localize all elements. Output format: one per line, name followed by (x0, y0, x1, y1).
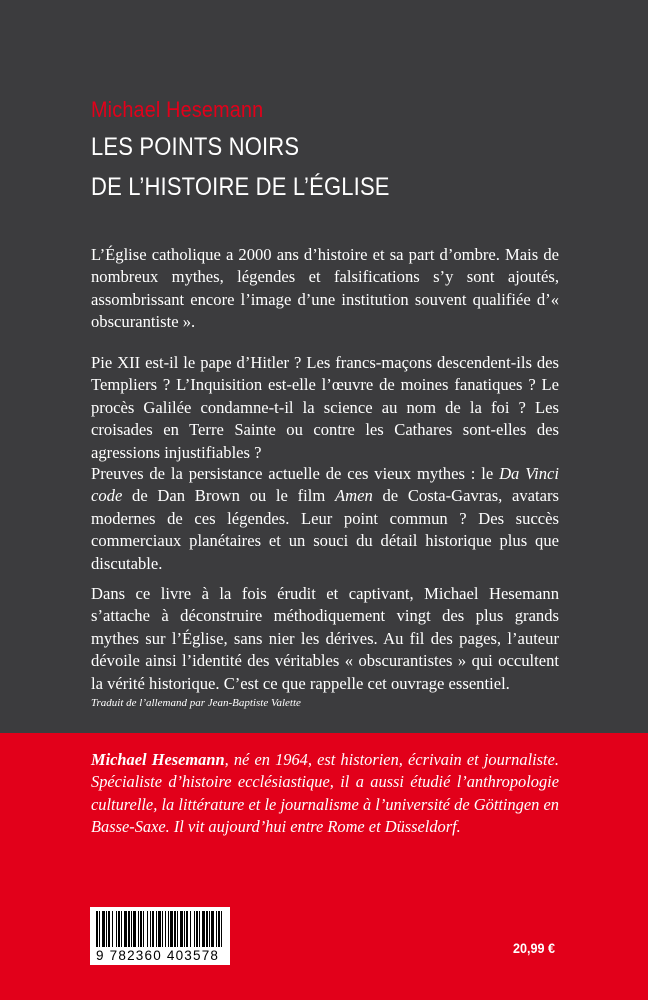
book-title-line-2: DE L’HISTOIRE DE L’ÉGLISE (91, 173, 390, 201)
book-title-line-1: LES POINTS NOIRS (91, 133, 300, 161)
blurb-text: Preuves de la persistance actuelle de ces vieux mythes : le (91, 464, 500, 483)
barcode (90, 907, 230, 965)
blurb-paragraph-3 (91, 463, 559, 575)
translator-credit: Traduit de l’allemand par Jean-Baptiste Valette (91, 697, 301, 709)
work-title-da-vinci-code: Da Vinci code (91, 464, 559, 506)
bio-text: , né en 1964, est historien, écrivain et journaliste. Spécialiste d’histoire ecclésiastique, il a aussi étudié l’anthropologie culturelle, la littérature et le journalisme à l’université de Göttingen en Basse-Saxe. Il vit aujourd’hui entre Rome et Düsseldorf. (91, 750, 559, 837)
blurb-text: de Costa-Gavras, avatars modernes de ces légendes. Leur point commun ? Des succès commerciaux planétaires et un souci du détail historique plus que discutable. (91, 486, 559, 573)
work-title-amen: Amen (334, 486, 373, 506)
blurb-paragraph-1: L’Église catholique a 2000 ans d’histoire et sa part d’ombre. Mais de nombreux mythes, légendes et falsifications s’y sont ajoutés, assombrissant encore l’image d’une institution souvent qualifiée d’« obscurantiste ». (91, 245, 559, 332)
isbn-number: 9 782360 403578 (96, 948, 220, 963)
author-name: Michael Hesemann (91, 97, 264, 122)
author-bio (91, 749, 559, 839)
barcode-bars (94, 911, 226, 947)
price: 20,99 € (513, 940, 556, 956)
blurb-paragraph-4: Dans ce livre à la fois érudit et captivant, Michael Hesemann s’attache à déconstruire méthodiquement vingt des plus grands mythes sur l’Église, sans nier les dérives. Au fil des pages, l’auteur dévoile ainsi l’identité des véritables « obscurantistes » qui occultent la vérité historique. C’est ce que rappelle cet ouvrage essentiel. (91, 584, 559, 693)
blurb-text: de Dan Brown ou le film (122, 486, 335, 506)
bio-author-name: Michael Hesemann (91, 750, 225, 769)
blurb-paragraph-2: Pie XII est-il le pape d’Hitler ? Les francs-maçons descendent-ils des Templiers ? L’Inquisition est-elle l’œuvre de moines fanatiques ? Le procès Galilée condamne-t-il la science au nom de la foi ? Les croisades en Terre Sainte ou contre les Cathares sont-elles des agressions injustifiables ? (91, 353, 559, 462)
